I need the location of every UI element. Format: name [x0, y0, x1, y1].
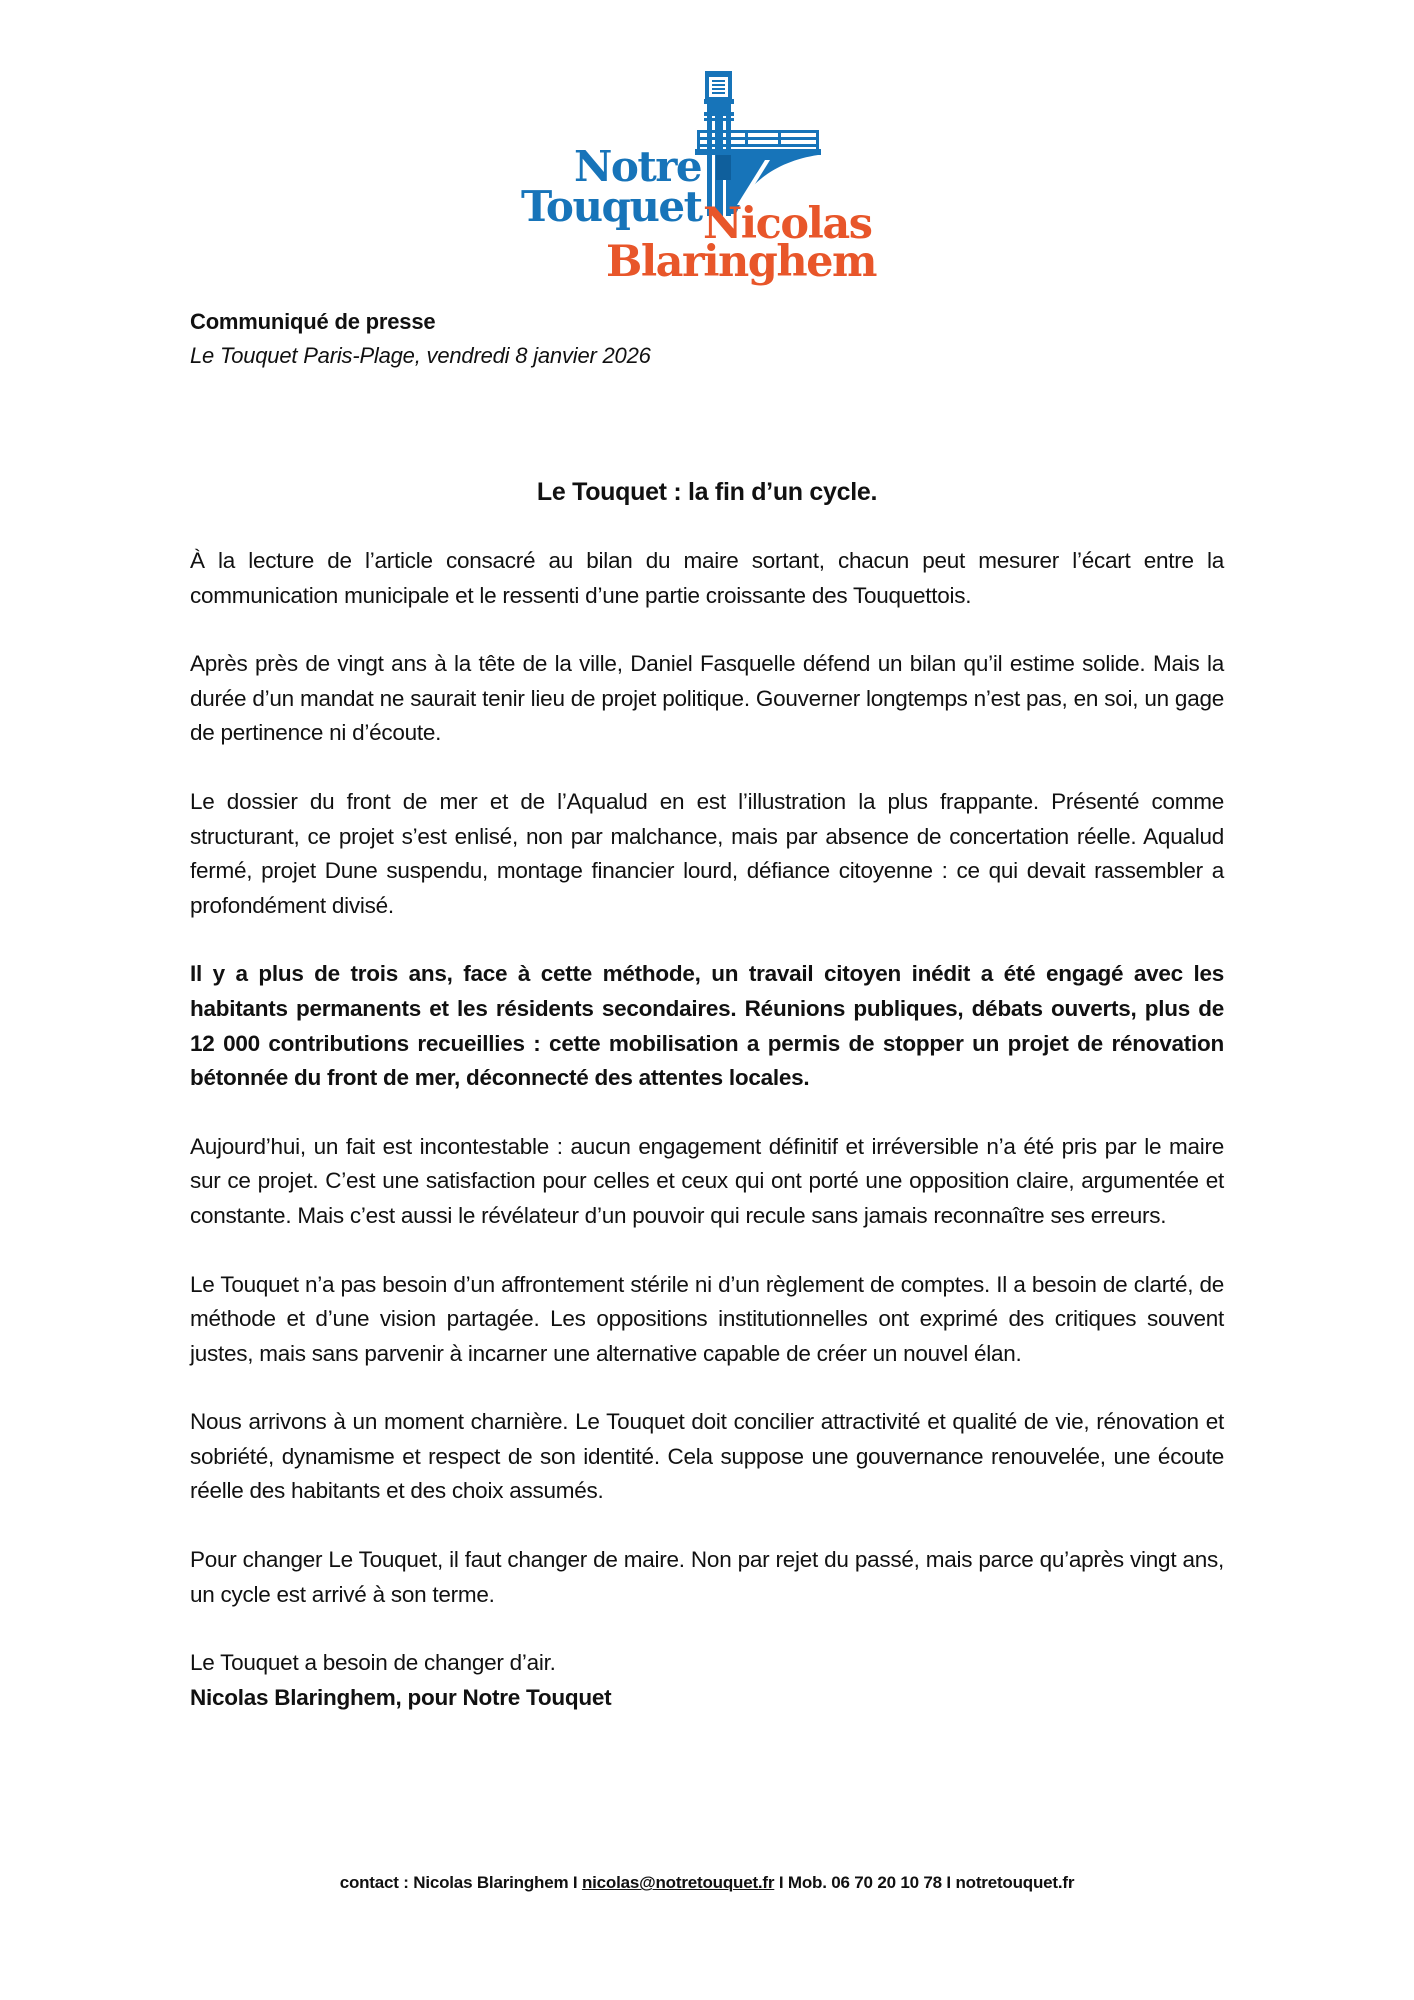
logo-text-notre: Notre — [574, 142, 702, 191]
contact-footer — [0, 1873, 1414, 1893]
paragraph-3: Le dossier du front de mer et de l’Aqualud en est l’illustration la plus frappante. Présenté comme structurant, ce projet s’est enlisé, non par malchance, mais par absence de concertation réelle. Aqualud fermé, projet Dune suspendu, montage financier lourd, défiance citoyenne : ce qui devait rassembler a profondément divisé. — [190, 788, 1224, 918]
paragraph-5: Aujourd’hui, un fait est incontestable : aucun engagement définitif et irréversible n’a été pris par le maire sur ce projet. C’est une satisfaction pour celles et ceux qui ont porté une opposition claire, argumentée et constante. Mais c’est aussi le révélateur d’un pouvoir qui recule sans jamais reconnaître ses erreurs. — [190, 1133, 1224, 1228]
page-title: Le Touquet : la fin d’un cycle. — [536, 478, 878, 506]
footer-phone: I Mob. 06 70 20 10 78 I — [774, 1873, 956, 1892]
paragraph-1: À la lecture de l’article consacré au bilan du maire sortant, chacun peut mesurer l’écart entre la communication municipale et le ressenti d’une partie croissante des Touquettois. — [190, 548, 1224, 608]
footer-contact-name: contact : Nicolas Blaringhem I — [339, 1873, 582, 1892]
logo — [0, 0, 1414, 300]
logo-text-nicolas: Nicolas — [703, 199, 872, 249]
email-link[interactable]: nicolas@notretouquet.fr — [581, 1873, 775, 1892]
paragraph-2: Après près de vingt ans à la tête de la ville, Daniel Fasquelle défend un bilan qu’il estime solide. Mais la durée d’un mandat ne saurait tenir lieu de projet politique. Gouverner longtemps n’est pas, en soi, un gage de pertinence ni d’écoute. — [190, 651, 1224, 746]
paragraph-7: Nous arrivons à un moment charnière. Le Touquet doit concilier attractivité et qualité de vie, rénovation et sobriété, dynamisme et respect de son identité. Cela suppose une gouvernance renouvelée, une écoute réelle des habitants et des choix assumés. — [190, 1409, 1224, 1504]
dateline: Le Touquet Paris-Plage, vendredi 8 janvier 2026 — [190, 343, 651, 368]
logo-text-blaringhem: Blaringhem — [606, 237, 876, 287]
paragraph-6: Le Touquet n’a pas besoin d’un affrontement stérile ni d’un règlement de comptes. Il a besoin de clarté, de méthode et d’une vision partagée. Les oppositions institutionnelles ont exprimé des critiques souvent justes, mais sans parvenir à incarner une alternative capable de créer un nouvel élan. — [190, 1271, 1224, 1366]
press-release-body — [190, 544, 1224, 1715]
paragraph-8: Pour changer Le Touquet, il faut changer de maire. Non par rejet du passé, mais parce qu’après vingt ans, un cycle est arrivé à son terme. — [190, 1547, 1224, 1607]
document-type-label: Communiqué de presse — [190, 309, 436, 334]
paragraph-4-highlight: Il y a plus de trois ans, face à cette méthode, un travail citoyen inédit a été engagé avec les habitants permanents et les résidents secondaires. Réunions publiques, débats ouverts, plus de 12 000 contributions recueillies : cette mobilisation a permis de stopper un projet de rénovation bétonnée du front de mer, déconnecté des attentes locales. — [190, 961, 1224, 1091]
closing-line: Le Touquet a besoin de changer d’air. — [190, 1650, 556, 1676]
closing-block — [190, 1646, 1224, 1715]
signature: Nicolas Blaringhem, pour Notre Touquet — [190, 1684, 612, 1710]
website-link[interactable]: notretouquet.fr — [955, 1873, 1075, 1892]
logo-text-touquet: Touquet — [521, 182, 702, 231]
